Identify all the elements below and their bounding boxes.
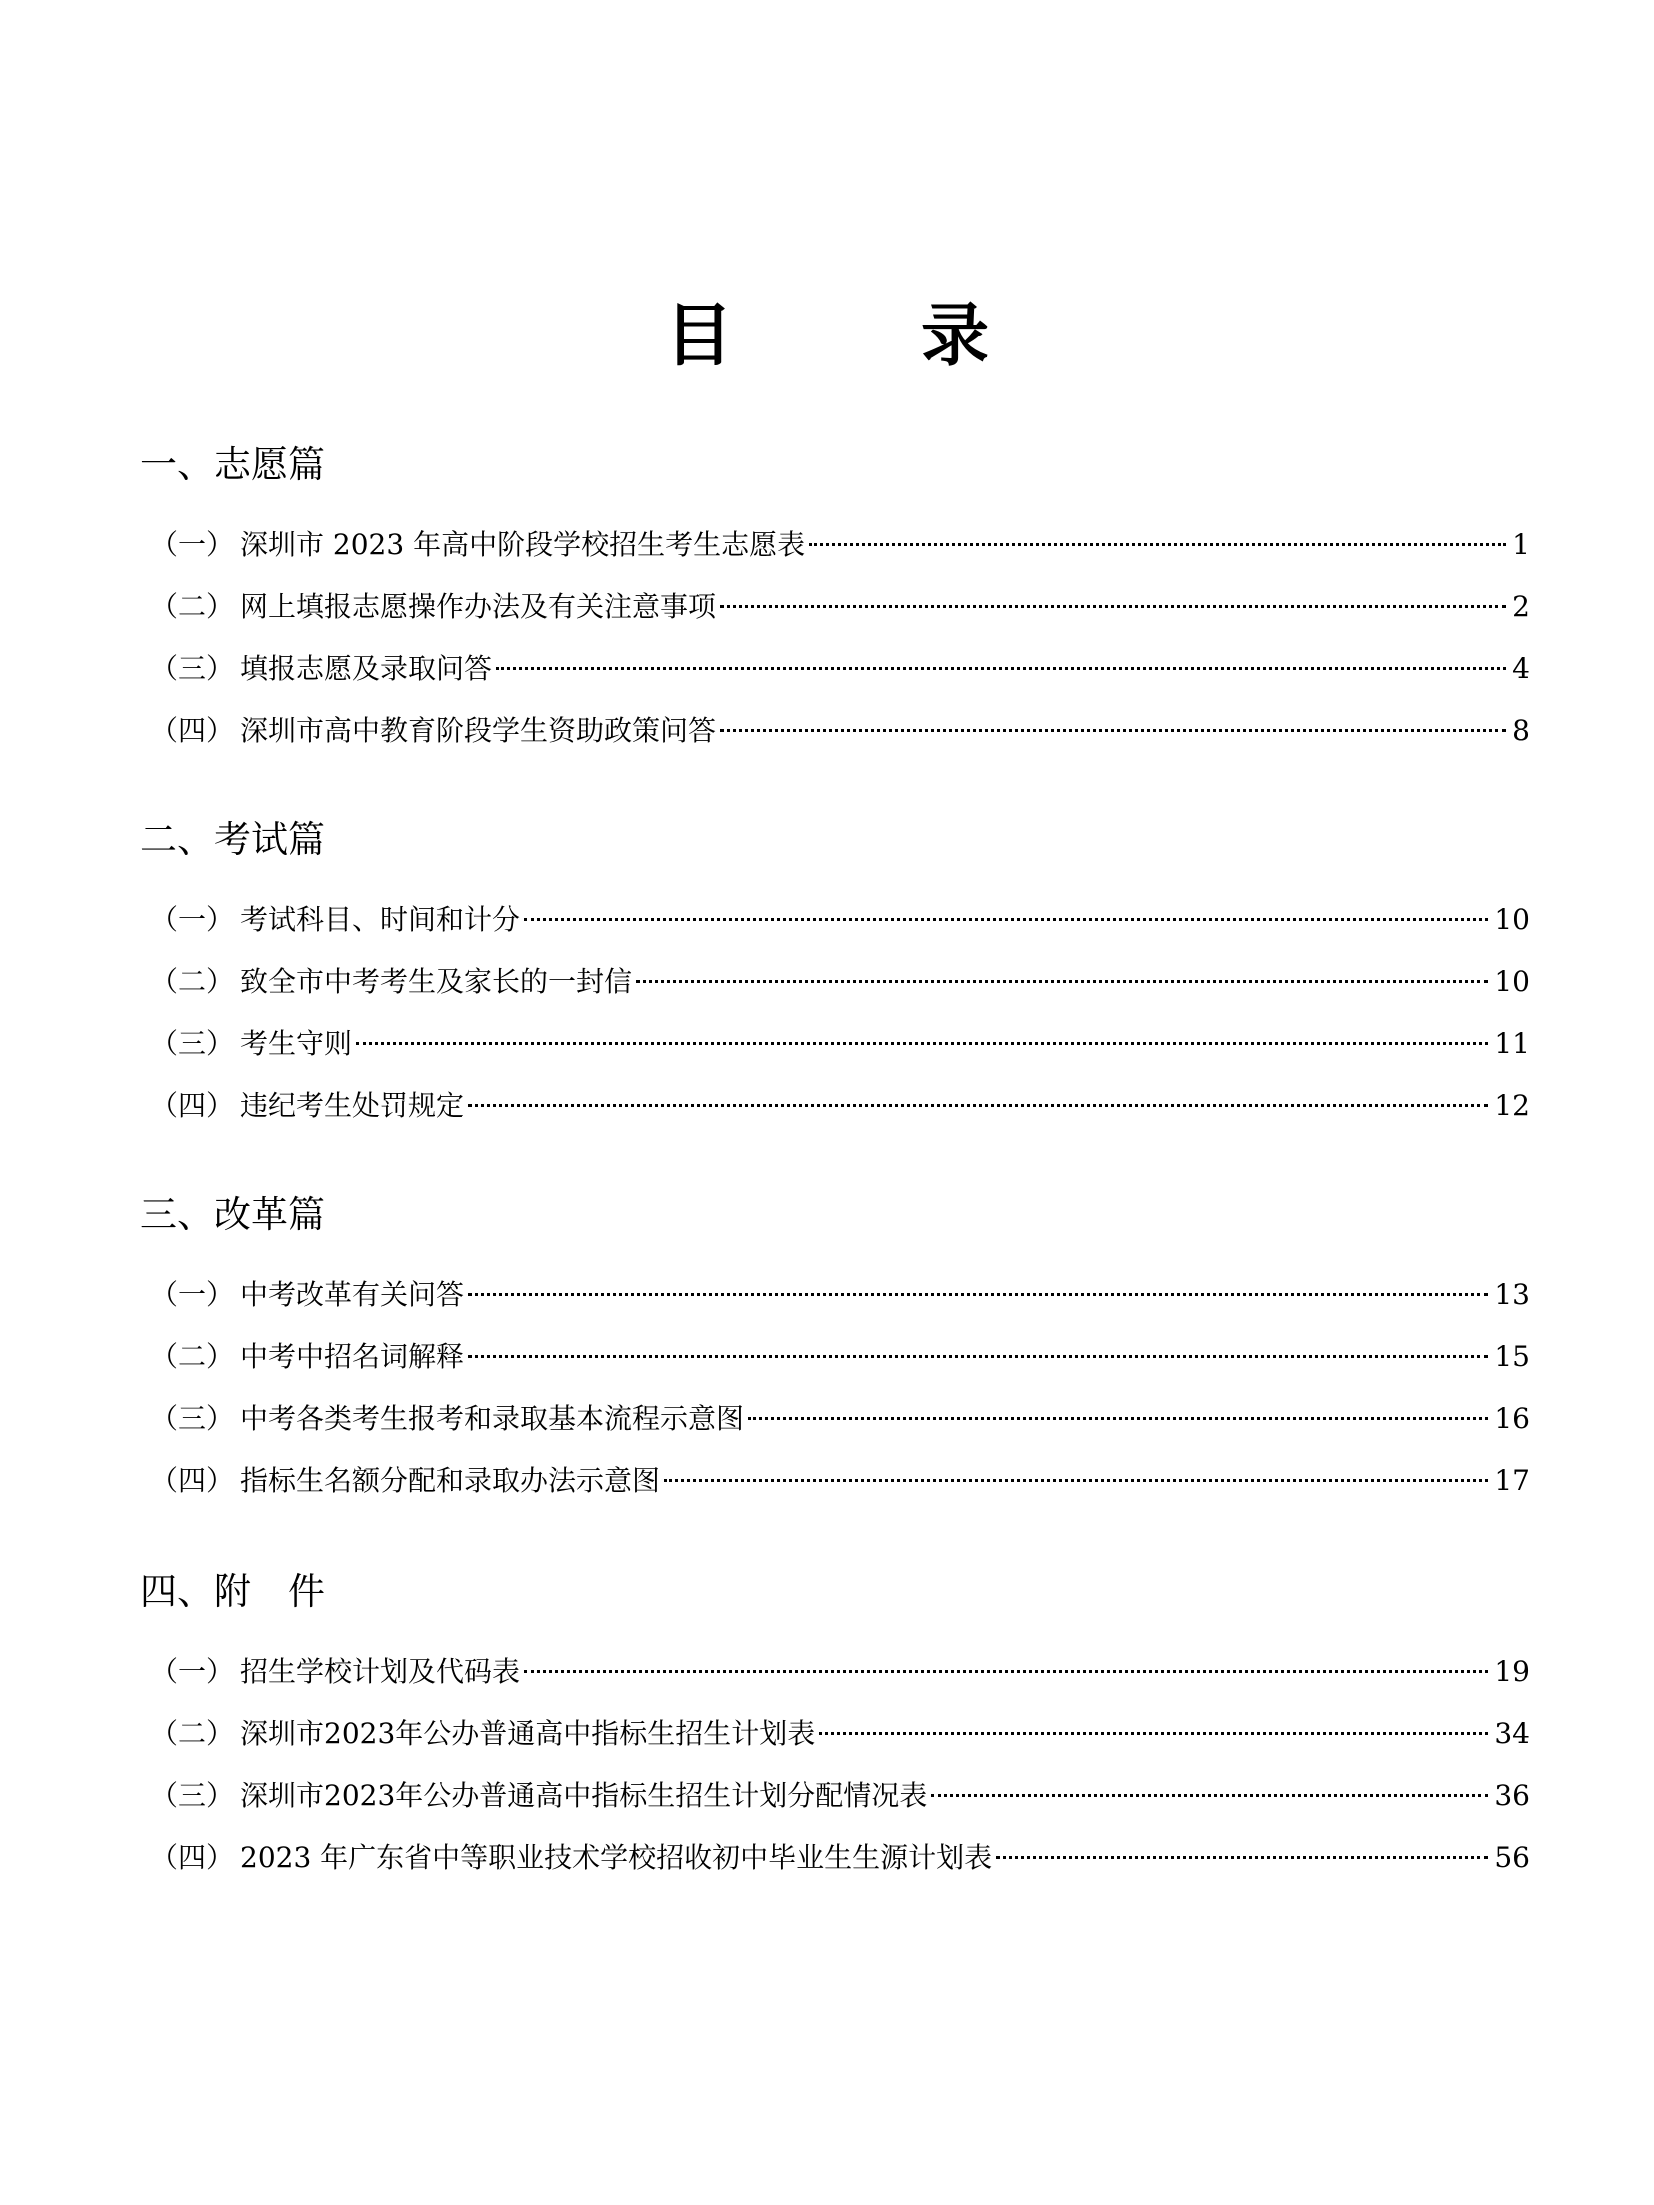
toc-entry-list [140, 514, 1530, 762]
dot-leader [468, 1104, 1488, 1107]
entry-number: （二） [150, 1717, 235, 1750]
dot-leader [748, 1417, 1488, 1420]
entry-title: 填报志愿及录取问答 [240, 652, 493, 685]
dot-leader [996, 1856, 1488, 1859]
entry-number: （二） [150, 965, 235, 998]
entry-title: 2023 年广东省中等职业技术学校招收初中毕业生生源计划表 [240, 1841, 993, 1874]
toc-entry[interactable] [140, 1703, 1530, 1765]
toc-entry[interactable] [140, 576, 1530, 638]
dot-leader [524, 918, 1488, 921]
toc-entry-list [140, 1264, 1530, 1512]
toc-entry[interactable] [140, 1641, 1530, 1703]
entry-title: 中考中招名词解释 [240, 1340, 465, 1373]
entry-title: 考试科目、时间和计分 [240, 903, 521, 936]
entry-number: （一） [150, 903, 235, 936]
entry-page-number: 34 [1494, 1717, 1530, 1750]
entry-number: （四） [150, 1841, 235, 1874]
entry-page-number: 15 [1494, 1340, 1530, 1373]
toc-entry[interactable] [140, 1388, 1530, 1450]
toc-entry-list [140, 1641, 1530, 1889]
entry-number: （四） [150, 1464, 235, 1497]
toc-entry-list [140, 889, 1530, 1137]
dot-leader [496, 667, 1506, 670]
entry-title: 指标生名额分配和录取办法示意图 [240, 1464, 661, 1497]
dot-leader [931, 1794, 1488, 1797]
entry-page-number: 1 [1512, 528, 1530, 561]
dot-leader [809, 543, 1506, 546]
entry-number: （三） [150, 1779, 235, 1812]
toc-entry[interactable] [140, 700, 1530, 762]
toc-entry[interactable] [140, 1326, 1530, 1388]
toc-entry[interactable] [140, 1450, 1530, 1512]
entry-number: （三） [150, 1027, 235, 1060]
entry-page-number: 10 [1494, 903, 1530, 936]
entry-number: （一） [150, 1278, 235, 1311]
toc-entry[interactable] [140, 638, 1530, 700]
entry-title: 致全市中考考生及家长的一封信 [240, 965, 633, 998]
toc-section-appendix [140, 1567, 1530, 1889]
entry-page-number: 11 [1494, 1027, 1530, 1060]
entry-title: 深圳市2023年公办普通高中指标生招生计划表 [240, 1717, 816, 1750]
toc-section-exam [140, 815, 1530, 1137]
entry-title: 深圳市2023年公办普通高中指标生招生计划分配情况表 [240, 1779, 928, 1812]
section-heading: 三、改革篇 [140, 1193, 325, 1236]
entry-page-number: 4 [1512, 652, 1530, 685]
entry-page-number: 2 [1512, 590, 1530, 623]
toc-entry[interactable] [140, 1264, 1530, 1326]
entry-title: 中考各类考生报考和录取基本流程示意图 [240, 1402, 745, 1435]
section-heading: 四、附 件 [140, 1570, 325, 1613]
dot-leader [356, 1042, 1488, 1045]
entry-number: （三） [150, 652, 235, 685]
entry-page-number: 13 [1494, 1278, 1530, 1311]
entry-number: （四） [150, 1089, 235, 1122]
toc-entry[interactable] [140, 1827, 1530, 1889]
section-heading: 一、志愿篇 [140, 443, 325, 486]
entry-page-number: 12 [1494, 1089, 1530, 1122]
toc-entry[interactable] [140, 1765, 1530, 1827]
entry-page-number: 10 [1494, 965, 1530, 998]
dot-leader [819, 1732, 1488, 1735]
toc-entry[interactable] [140, 1013, 1530, 1075]
entry-page-number: 16 [1494, 1402, 1530, 1435]
dot-leader [636, 980, 1488, 983]
dot-leader [720, 729, 1506, 732]
dot-leader [524, 1670, 1488, 1673]
entry-title: 考生守则 [240, 1027, 353, 1060]
page-title: 目 录 [664, 297, 1049, 376]
entry-page-number: 36 [1494, 1779, 1530, 1812]
entry-number: （四） [150, 714, 235, 747]
entry-page-number: 19 [1494, 1655, 1530, 1688]
entry-page-number: 8 [1512, 714, 1530, 747]
entry-number: （二） [150, 590, 235, 623]
entry-number: （二） [150, 1340, 235, 1373]
toc-entry[interactable] [140, 889, 1530, 951]
entry-title: 中考改革有关问答 [240, 1278, 465, 1311]
entry-title: 违纪考生处罚规定 [240, 1089, 465, 1122]
entry-number: （一） [150, 528, 235, 561]
entry-title: 网上填报志愿操作办法及有关注意事项 [240, 590, 717, 623]
toc-section-volunteer [140, 440, 1530, 762]
toc-entry[interactable] [140, 951, 1530, 1013]
entry-page-number: 17 [1494, 1464, 1530, 1497]
dot-leader [468, 1293, 1488, 1296]
dot-leader [664, 1479, 1488, 1482]
section-heading: 二、考试篇 [140, 818, 325, 861]
toc-entry[interactable] [140, 1075, 1530, 1137]
entry-title: 招生学校计划及代码表 [240, 1655, 521, 1688]
entry-number: （一） [150, 1655, 235, 1688]
toc-section-reform [140, 1190, 1530, 1512]
entry-title: 深圳市高中教育阶段学生资助政策问答 [240, 714, 717, 747]
toc-entry[interactable] [140, 514, 1530, 576]
dot-leader [468, 1355, 1488, 1358]
dot-leader [720, 605, 1506, 608]
entry-page-number: 56 [1494, 1841, 1530, 1874]
entry-title: 深圳市 2023 年高中阶段学校招生考生志愿表 [240, 528, 806, 561]
entry-number: （三） [150, 1402, 235, 1435]
